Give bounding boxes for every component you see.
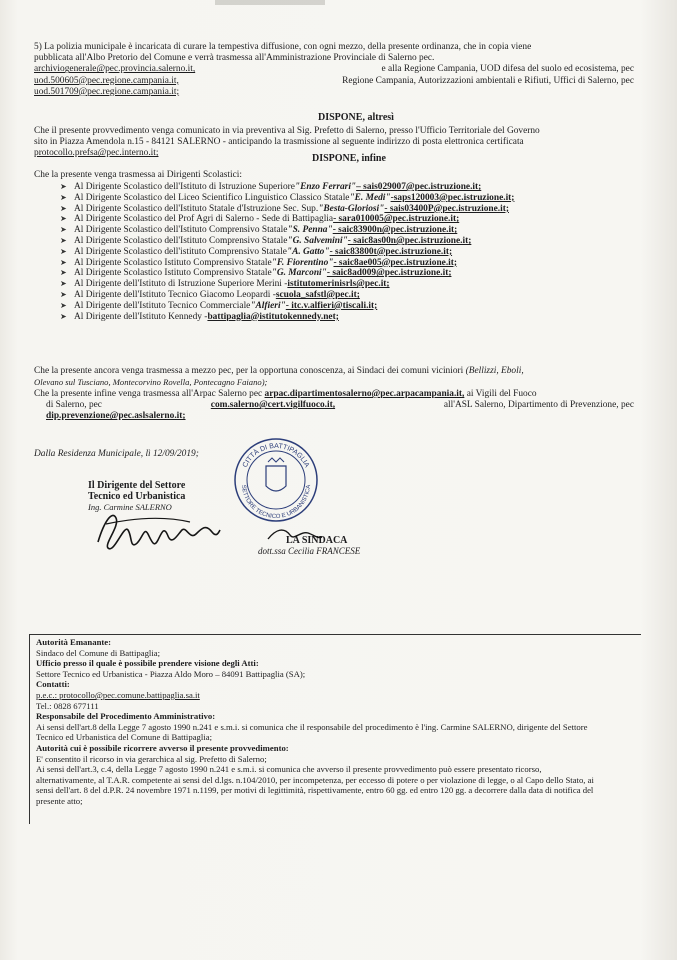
email-link[interactable]: arpac.dipartimentosalerno@pec.arpacampania.it,	[264, 389, 465, 399]
list-item: ➤ Al Dirigente dell'Istituto Tecnico Commerciale "Alfieri" - itc.v.alfieri@tiscali.it;	[60, 300, 378, 311]
footer-value: presente atto;	[36, 795, 83, 806]
date-line: Dalla Residenza Municipale, lì 12/09/2019;	[34, 449, 199, 459]
email-link[interactable]: scuola_safstl@pec.it;	[275, 289, 360, 300]
footer-label: Contatti:	[36, 679, 70, 690]
email-link[interactable]: uod.500605@pec.regione.campania.it,	[34, 75, 179, 86]
paragraph-5	[34, 42, 634, 98]
list-item: ➤ Al Dirigente Scolastico del Prof Agri di Salerno - Sede di Battipaglia - sara010005@pec.istruzione.it;	[60, 214, 460, 225]
footer-value: Ai sensi dell'art.8 della Legge 7 agosto 1990 n.241 e s.m.i. si comunica che il responsabile del procedimento è l'ing. Carmine SALERNO, dirigente del Settore	[36, 721, 588, 732]
paragraph-arpac	[34, 389, 634, 423]
paragraph-line: Che la presente infine venga trasmessa all'Arpac Salerno pec	[34, 389, 263, 399]
email-link[interactable]: uod.501709@pec.regione.campania.it;	[34, 86, 180, 97]
paragraph-line: all'ASL Salerno, Dipartimento di Prevenzione, pec	[443, 400, 634, 411]
email-link[interactable]: com.salerno@cert.vigilfuoco.it,	[210, 400, 336, 411]
signatory-title: LA SINDACA	[286, 535, 348, 546]
footer-value: Sindaco del Comune di Battipaglia;	[36, 647, 161, 658]
list-item: ➤ Al Dirigente Scolastico Istituto Comprensivo Statale "F. Fiorentino" - saic8ae005@pec.istruzione.it;	[60, 257, 458, 268]
signature-right	[264, 525, 324, 545]
footer-value: sensi dell'art. 8 del d.P.R. 24 novembre 1971 n.1199, per motivi di legittimità, rispettivamente, entro 60 gg. ed entro 120 gg. a decorrere dalla data di notifica del	[36, 785, 594, 796]
list-item: ➤ Al Dirigente Scolastico dell'istituto Comprensivo Statale "A. Gatto" - saic83800t@pec.istruzione.it;	[60, 246, 453, 257]
paragraph-line: La polizia municipale è incaricata di curare la tempestiva diffusione, con ogni mezzo, della presente ordinanza, che in copia viene	[44, 42, 532, 52]
footer-label: Autorità Emanante:	[36, 637, 112, 647]
paragraph-line: Olevano sul Tusciano, Montecorvino Rovella, Pontecagno Faiano);	[34, 377, 268, 388]
footer-value: E' consentito il ricorso in via gerarchica al sig. Prefetto di Salerno;	[36, 753, 267, 764]
footer-label: Ufficio presso il quale è possibile prendere visione degli Atti:	[36, 658, 259, 669]
footer-info-box	[29, 634, 641, 824]
paragraph-number: 5)	[34, 42, 42, 52]
email-link[interactable]: – sais029007@pec.istruzione.it;	[356, 182, 482, 192]
paragraph-line: pubblicata all'Albo Pretorio del Comune e verrà trasmessa all'Amministrazione Provinciale di Salerno pec.	[34, 53, 435, 64]
footer-label: Responsabile del Procedimento Amministrativo:	[36, 711, 216, 722]
dirigenti-intro: Che la presente venga trasmessa ai Dirigenti Scolastici:	[34, 170, 243, 180]
pec-link[interactable]: p.e.c.: protocollo@pec.comune.battipaglia.sa.it	[36, 689, 200, 700]
list-item: ➤ Al Dirigente Scolastico Istituto Comprensivo Statale "G. Marconi" - saic8ad009@pec.istruzione.it;	[60, 268, 452, 279]
email-link[interactable]: battipaglia@istitutokennedy.net;	[207, 311, 339, 322]
arrow-icon: ➤	[60, 225, 67, 235]
arrow-icon: ➤	[60, 235, 67, 245]
paragraph-line: di Salerno, pec	[46, 400, 102, 411]
signatory-name: dott.ssa Cecilia FRANCESE	[258, 546, 361, 556]
signatory-title: Il Dirigente del Settore	[88, 480, 186, 491]
municipal-stamp	[232, 436, 320, 524]
paragraph-line: (Bellizzi, Eboli,	[465, 366, 524, 376]
email-link[interactable]: -saps120003@pec.istruzione.it;	[390, 192, 515, 203]
list-item: ➤ Al Dirigente Scolastico dell'Istituto di Istruzione Superiore "Enzo Ferrari" – sais029007@pec.istruzione.it;	[60, 182, 482, 192]
scan-artifact	[215, 0, 325, 5]
arrow-icon: ➤	[60, 289, 67, 299]
list-item: ➤ Al Dirigente Scolastico dell'Istituto Comprensivo Statale "S. Penna" - saic83900n@pec.istruzione.it;	[60, 225, 458, 236]
arrow-icon: ➤	[60, 182, 67, 191]
arrow-icon: ➤	[60, 268, 67, 278]
signatory-right	[258, 535, 438, 556]
email-link[interactable]: istitutomerinisrls@pec.it;	[287, 279, 390, 290]
email-link[interactable]: - saic83900n@pec.istruzione.it;	[332, 225, 458, 236]
footer-value: Tecnico ed Urbanistica del Comune di Battipaglia;	[36, 732, 212, 743]
arrow-icon: ➤	[60, 257, 67, 267]
list-item: ➤ Al Dirigente Scolastico dell'Istituto Statale d'Istruzione Sec. Sup. "Besta-Gloriosi" - sais03400P@pec.istruzione.it;	[60, 203, 509, 214]
arrow-icon: ➤	[60, 203, 67, 213]
paragraph-line: sito in Piazza Amendola n.15 - 84121 SALERNO - anticipando la trasmissione al seguente indirizzo di posta elettronica certificata	[34, 137, 524, 148]
paragraph-line: Che la presente ancora venga trasmessa a mezzo pec, per la opportuna conoscenza, ai Sindaci dei comuni viciniori	[34, 366, 464, 376]
crest-icon	[266, 466, 286, 491]
email-link[interactable]: - sais03400P@pec.istruzione.it;	[384, 203, 509, 214]
email-link[interactable]: dip.prevenzione@pec.aslsalerno.it;	[46, 411, 186, 422]
footer-value: Settore Tecnico ed Urbanistica - Piazza Aldo Moro – 84091 Battipaglia (SA);	[36, 668, 306, 679]
paragraph-line: Regione Campania, Autorizzazioni ambientali e Rifiuti, Uffici di Salerno, pec	[342, 75, 634, 86]
list-item: ➤ Al Dirigente dell'Istituto Tecnico Giacomo Leopardi - scuola_safstl@pec.it;	[60, 289, 360, 300]
email-link[interactable]: - saic8as00n@pec.istruzione.it;	[347, 235, 472, 246]
list-item: ➤ Al Dirigente Scolastico del Liceo Scientifico Linguistico Classico Statale "E. Medi" -saps120003@pec.istruzione.it;	[60, 192, 515, 203]
email-link[interactable]: - saic8ae005@pec.istruzione.it;	[333, 257, 458, 268]
footer-label: Autorità cui è possibile ricorrere avverso il presente provvedimento:	[36, 742, 289, 753]
list-item: ➤ Al Dirigente dell'Istituto di Istruzione Superiore Merini - istitutomerinisrls@pec.it;	[60, 279, 390, 290]
arrow-icon: ➤	[60, 214, 67, 224]
arrow-icon: ➤	[60, 279, 67, 289]
arrow-icon: ➤	[60, 246, 67, 256]
email-link[interactable]: - itc.v.alfieri@tiscali.it;	[285, 300, 378, 311]
email-link[interactable]: - saic83800t@pec.istruzione.it;	[329, 246, 453, 257]
paragraph-sindaci	[34, 366, 634, 388]
footer-value: alternativamente, al T.A.R. competente ai sensi del d.lgs. n.104/2010, per incompetenza, per eccesso di potere o per violazione di legge, o al Capo dello Stato, ai	[36, 774, 594, 785]
stamp-text-bottom: SETTORE TECNICO E URBANISTICA	[239, 484, 313, 521]
signature-left	[94, 504, 224, 556]
email-link[interactable]: - saic8ad009@pec.istruzione.it;	[326, 268, 452, 279]
list-item: ➤ Al Dirigente Scolastico dell'Istituto Comprensivo Statale "G. Salvemini" - saic8as00n@pec.istruzione.it;	[60, 235, 472, 246]
footer-value: Tel.: 0828 677111	[36, 700, 99, 711]
heading-dispone-altresi: DISPONE, altresì	[318, 112, 394, 123]
signatory-name: Ing. Carmine SALERNO	[88, 502, 172, 512]
signatory-title: Tecnico ed Urbanistica	[88, 491, 186, 502]
email-link[interactable]: archiviogenerale@pec.provincia.salerno.it,	[34, 64, 196, 75]
arrow-icon: ➤	[60, 311, 67, 321]
stamp-text-top: CITTÀ DI BATTIPAGLIA	[241, 442, 311, 469]
paragraph-line: e alla Regione Campania, UOD difesa del suolo ed ecosistema, pec	[381, 64, 634, 75]
paragraph-line: Che il presente provvedimento venga comunicato in via preventiva al Sig. Prefetto di Salerno, presso l'Ufficio Territoriale del Governo	[34, 126, 540, 136]
email-link[interactable]: - sara010005@pec.istruzione.it;	[333, 214, 460, 225]
arrow-icon: ➤	[60, 300, 67, 310]
dirigenti-list	[60, 182, 620, 322]
paragraph-line: ai Vigili del Fuoco	[466, 389, 537, 399]
list-item: ➤ Al Dirigente dell'Istituto Kennedy - battipaglia@istitutokennedy.net;	[60, 311, 339, 322]
heading-dispone-infine: DISPONE, infine	[312, 153, 386, 164]
arrow-icon: ➤	[60, 192, 67, 202]
email-link[interactable]: protocollo.prefsa@pec.interno.it;	[34, 148, 159, 159]
footer-value: Ai sensi dell'art.3, c.4, della Legge 7 agosto 1990 n.241 e s.m.i. si comunica che avverso il presente provvedimento può essere presentato ricorso,	[36, 764, 542, 775]
